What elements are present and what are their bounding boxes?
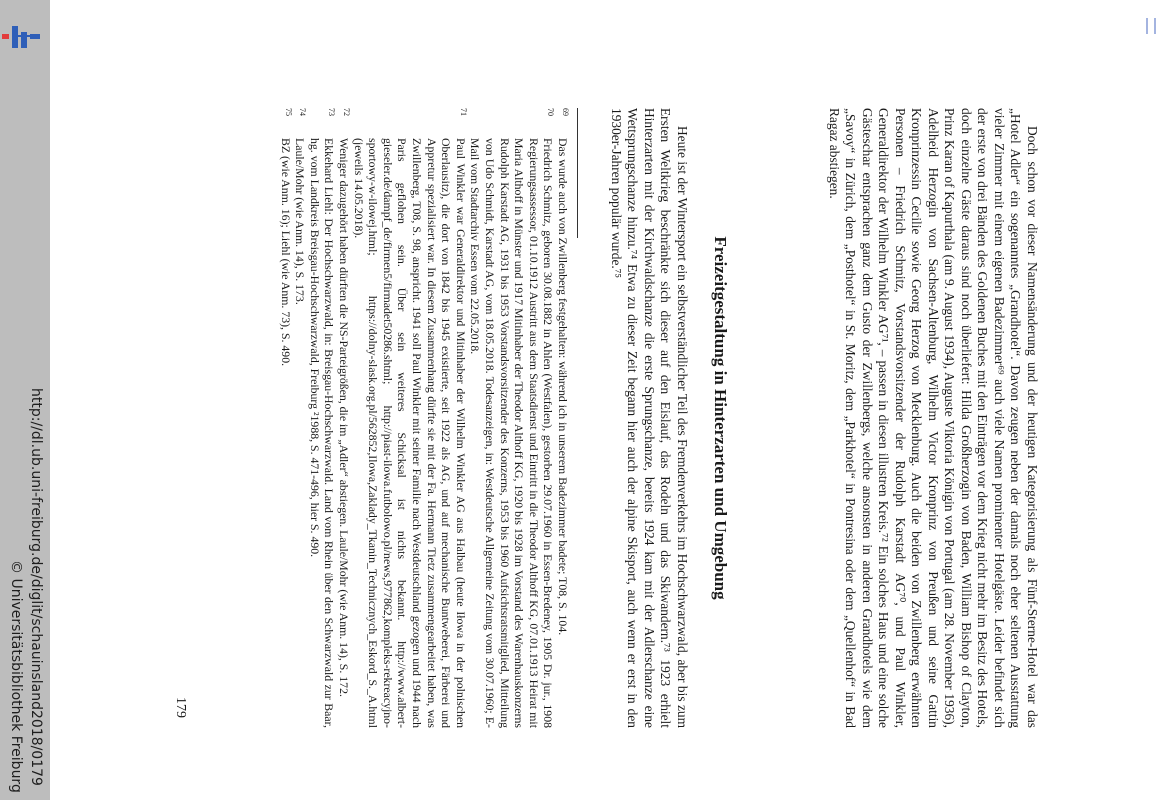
footnote-number: 72: [342, 108, 352, 116]
footnote-text: Friedrich Schmitz, geboren 30.08.1882 in Ahlen (Westfalen), gestorben 29.07.1960 in Essen-Bredeney, 1905 Dr. jur., 1908 Regierungsassessor, 01.10.1912 Austritt aus dem Staatsdienst und Eintritt in die Theodor Althoff KG, 07.01.1913 Heirat mit Maria Althoff in Münster und 1917 Mitinhaber der Theodor Althoff KG, 1920 bis 1928 im Vorstand des Warenhauskonzerns Rudolph Karstadt AG, 1931 bis 1953 Vorstandsvorsitzender des Konzerns, 1953 bis 1960 Aufsichtsratsmitglied, Mitteilung von Udo Schmidt, Karstadt AG, vom 18.05.2018. Todesanzeigen, in: Westdeutsche Allgemeine Zeitung vom 30.07.1960; E-Mail vom Stadtarchiv Essen vom 22.05.2018.: [468, 138, 556, 728]
book-page: [160, 108, 1040, 728]
copyright-notice: © Universitätsbibliothek Freiburg: [8, 560, 24, 793]
ub-freiburg-logo-icon: [0, 22, 44, 52]
section-heading: Freizeitgestaltung in Hinterzarten und Umgebung: [711, 236, 730, 600]
corner-marker-icon: [1146, 18, 1156, 34]
footnote-text: Das wurde auch von Zwillenberg festgehalten: während ich in unserem Badezimmer badete; T08, S. 104.: [556, 138, 570, 636]
footnote-text: BZ (wie Anm. 16); Liehl (wie Anm. 73), S. 490.: [278, 138, 293, 367]
footnote: [468, 108, 556, 728]
footnote-number: 71: [458, 108, 468, 116]
body-paragraph-2: Heute ist der Wintersport ein selbstverständlicher Teil des Fremdenverkehrs im Hochschwarzwald, aber bis zum Ersten Weltkrieg beschränkte sich dieser auf den Eislauf, das Rodeln und das Skiwandern.⁷³ 1923 erhielt Hinterzarten mit der Kirchwaldschanze die erste Sprungschanze, bereits 1924 kam mit der Adlerschanze eine Wettsprungschanze hinzu.⁷⁴ Etwa zu dieser Zeit begann hier auch der alpine Skisport, auch wenn er erst in den 1930er-Jahren populär wurde.⁷⁵: [609, 108, 690, 728]
footnote-text: Ekkehard Liehl: Der Hochschwarzwald, in: Breisgau-Hochschwarzwald. Land vom Rhein über den Schwarzwald zur Baar, hg. vom Landkreis Breisgau-Hochschwarzwald, Freiburg ²1988, S. 471-496, hier S. 490.: [307, 138, 337, 728]
footnote: [351, 108, 468, 728]
page-number: 179: [173, 697, 188, 718]
footnote-number: 75: [283, 108, 293, 116]
footnote-number: 74: [298, 108, 308, 116]
viewer-sidebar: [0, 0, 50, 800]
footnote: [337, 108, 352, 728]
footnote: [307, 108, 336, 728]
footnote-text: Laule/Mohr (wie Anm. 14), S. 173.: [293, 138, 308, 305]
footnote-divider: [577, 108, 578, 238]
footnote-number: 73: [327, 108, 337, 116]
footnote-number: 69: [561, 108, 570, 116]
footnote-text: Weniger dazugehört haben dürften die NS-Parteigrößen, die im „Adler“ abstiegen. Laule/Mohr (wie Anm. 14), S. 172.: [337, 138, 352, 697]
footnote: [293, 108, 308, 728]
footnotes: [278, 108, 570, 728]
footnote: [555, 108, 570, 728]
footnote: [278, 108, 293, 728]
permalink-url[interactable]: http://dl.ub.uni-freiburg.de/diglit/schauinsland2018/0179: [28, 388, 44, 786]
footnote-text: Paul Winkler war Generaldirektor und Mitinhaber der Wilhelm Winkler AG aus Halbau (heute Iłowa in der polnischen Oberlausitz), die dort von 1842 bis 1945 existierte, seit 1922 als AG, und auf mechanische Buntweberei, Färberei und Appretur spezialisiert war. In diesem Zusammenhang dürfte sie mit der Fa. Hermann Tietz zusammengearbeitet haben, was Zwillenberg, T08, S. 98, anspricht. 1941 soll Paul Winkler mit seiner Familie nach Westdeutschland gezogen und 1944 nach Paris geflohen sein. Über sein weiteres Schicksal ist nichts bekannt. http://www.albert-gieseler.de/dampf_de/firmen5/firmadet50286.shtml; http://piast-ilowa.futbolowo.pl/news,977862,kompleks-rekreacyjno-sportowy-w-ilowej.html; https://dolny-slask.org.pl/562852,Ilowa,Zaklady_Tkanin_Technicznych_Eskord_S._A.html (jeweils 14.05.2018).: [351, 138, 468, 728]
body-paragraph-1: Doch schon vor dieser Namensänderung und der heutigen Kategorisierung als Fünf-Sterne-Hotel war das „Hotel Adler“ ein sogenanntes „Grandhotel“. Davon zeugen neben der damals noch eher seltenen Ausstattung vieler Zimmer mit einem eigenen Badezimmer⁶⁹ auch viele Namen prominenter Hotelgäste. Leider befindet sich der erste von drei Bänden des Goldenen Buches mit den Einträgen vor dem Krieg nicht mehr im Besitz des Hotels, doch einzelne Gäste daraus sind noch überliefert: Hilda Großherzogin von Baden, William Bishop of Clayton, Prinz Karan of Kapurthala (am 9. August 1934), Auguste Viktoria Königin von Portugal (am 28. November 1936), Adelheid Herzogin von Sachsen-Altenburg, Wilhelm Victor Kronprinz von Preußen und seine Gattin Kronprinzessin Cecilie sowie Georg Herzog von Mecklenburg. Auch die beiden von Zwillenberg erwähnten Personen – Friedrich Schmitz, Vorstandsvorsitzender der Rudolph Karstadt AG⁷⁰, und Paul Winkler, Generaldirektor der Wilhelm Winkler AG⁷¹, – passen in diesen illustren Kreis.⁷² Ein solches Haus und eine solche Gästeschar entsprachen ganz dem Gusto der Zwillenbergs, welche ansonsten in anderen Grandhotels wie dem „Savoy“ in Zürich, dem „Posthotel“ in St. Moritz, dem „Parkhotel“ in Pontresina oder dem „Quellenhof“ in Bad Ragaz abstiegen.: [827, 108, 1040, 728]
footnote-number: 70: [546, 108, 556, 116]
